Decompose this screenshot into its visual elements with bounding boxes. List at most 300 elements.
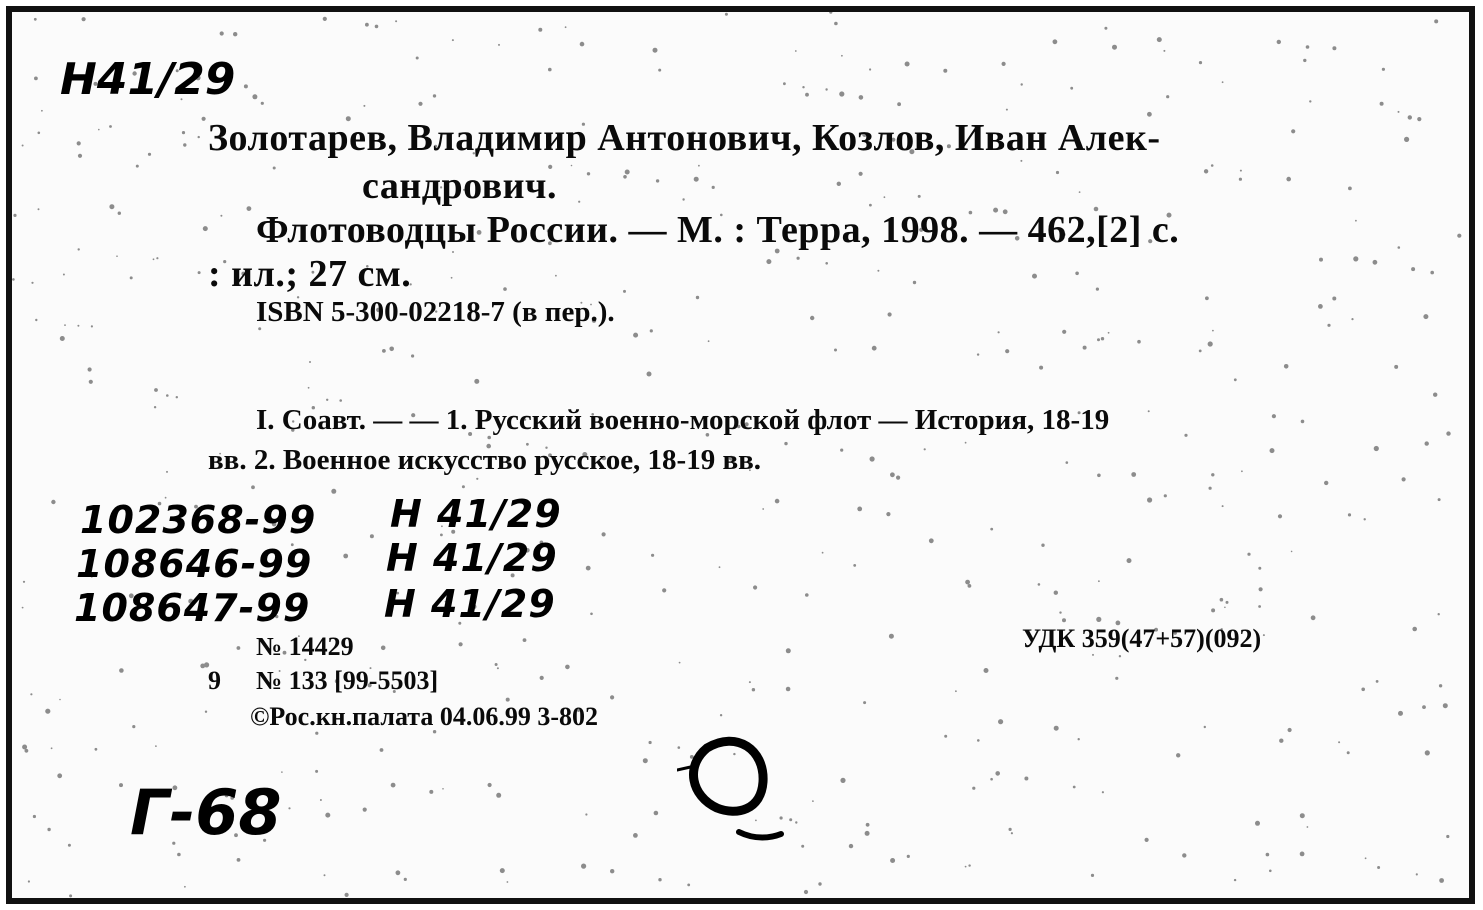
speckle-dot [281,771,283,773]
speckle-dot [363,808,367,812]
speckle-dot [1092,654,1094,656]
speckle-dot [658,878,661,881]
speckle-dot [1115,677,1118,680]
speckle-dot [506,698,510,702]
speckle-dot [590,613,593,616]
speckle-dot [1398,246,1401,249]
speckle-dot [1412,627,1417,632]
speckle-dot [749,681,751,683]
speckle-dot [68,844,71,847]
speckle-dot [725,13,728,16]
speckle-dot [1376,680,1379,683]
speckle-dot [1286,177,1291,182]
speckle-dot [1209,487,1212,490]
speckle-dot [452,39,454,41]
speckle-dot [12,278,15,281]
speckle-dot [1220,598,1224,602]
speckle-dot [565,665,570,670]
speckle-dot [1319,258,1323,262]
speckle-dot [538,28,542,32]
speckle-dot [1075,272,1079,276]
speckle-dot [1073,786,1076,789]
speckle-dot [1259,587,1263,591]
speckle-dot [789,818,792,821]
speckle-dot [476,478,478,480]
speckle-dot [35,319,37,321]
speckle-dot [1348,513,1351,516]
speckle-dot [1269,870,1272,873]
speckle-dot [1373,260,1378,265]
speckle-dot [365,23,369,27]
speckle-dot [1224,607,1226,609]
speckle-dot [418,102,422,106]
speckle-dot [972,787,975,790]
speckle-dot [495,663,498,666]
speckle-dot [89,380,93,384]
speckle-dot [1309,100,1311,102]
speckle-dot [82,17,86,21]
speckle-dot [1398,711,1403,716]
speckle-dot [825,88,827,90]
speckle-dot [1234,378,1237,381]
handwritten-shelfmark: H41/29 [60,54,236,105]
speckle-dot [488,783,492,787]
speckle-dot [1272,414,1276,418]
speckle-dot [784,442,787,445]
speckle-dot [662,588,666,592]
speckle-dot [918,195,921,198]
speckle-dot [1332,46,1336,50]
speckle-dot [38,132,41,135]
speckle-dot [1433,393,1437,397]
speckle-dot [523,638,527,642]
speckle-dot [585,813,587,815]
speckle-dot [1457,234,1461,238]
speckle-dot [119,668,124,673]
speckle-dot [872,346,877,351]
speckle-dot [326,399,328,401]
speckle-dot [154,388,158,392]
circle-mark [677,730,787,850]
speckle-dot [497,667,499,669]
speckle-dot [1425,441,1429,445]
speckle-dot [233,32,237,36]
speckle-dot [1011,832,1013,834]
speckle-dot [752,688,755,691]
speckle-dot [1222,505,1224,507]
speckle-dot [587,172,590,175]
inventory-shelfmark-2: H 41/29 [386,536,558,580]
speckle-dot [1127,558,1132,563]
speckle-dot [1222,81,1224,83]
speckle-dot [325,813,330,818]
speckle-dot [1102,791,1104,793]
speckle-dot [837,182,841,186]
speckle-dot [889,634,894,639]
speckle-dot [682,198,684,200]
speckle-dot [166,394,169,397]
speckle-dot [1157,37,1162,42]
speckle-dot [1439,878,1444,883]
speckle-dot [184,886,186,888]
speckle-dot [694,177,699,182]
speckle-dot [896,476,900,480]
speckle-dot [1005,349,1009,353]
speckle-dot [261,102,264,105]
speckle-dot [865,831,870,836]
speckle-dot [1258,567,1261,570]
speckle-dot [1338,741,1340,743]
speckle-dot [451,277,453,279]
record-number: № 14429 [256,632,354,661]
speckle-dot [656,179,659,182]
speckle-dot [698,165,700,167]
speckle-dot [1166,95,1169,98]
speckle-dot [324,874,326,876]
speckle-dot [913,281,916,284]
speckle-dot [968,864,970,866]
speckle-dot [647,372,652,377]
speckle-dot [1266,853,1270,857]
speckle-dot [1411,267,1415,271]
speckle-dot [805,593,809,597]
speckle-dot [586,566,591,571]
speckle-dot [965,580,970,585]
speckle-dot [22,145,24,147]
speckle-dot [797,257,800,260]
speckle-dot [955,690,957,692]
isbn-line: ISBN 5-300-02218-7 (в пер.). [256,296,615,328]
speckle-dot [869,204,872,207]
speckle-dot [63,274,65,276]
speckle-dot [1364,518,1366,520]
speckle-dot [64,324,66,326]
speckle-dot [30,693,32,695]
speckle-dot [968,584,972,588]
speckle-dot [1137,340,1141,344]
speckle-dot [869,68,871,70]
speckle-dot [1211,473,1214,476]
speckle-dot [1239,178,1242,181]
speckle-dot [805,93,809,97]
speckle-dot [998,331,1000,333]
speckle-dot [45,709,50,714]
speckle-dot [182,131,185,134]
speckle-dot [1241,470,1243,472]
speckle-dot [1053,39,1058,44]
speckle-dot [247,206,252,211]
speckle-dot [1108,332,1110,334]
speckle-dot [580,42,585,47]
speckle-dot [1070,87,1073,90]
speckle-dot [404,878,407,881]
speckle-dot [381,646,386,651]
speckle-dot [1258,605,1261,608]
speckle-dot [98,129,100,131]
speckle-dot [1104,27,1107,30]
speckle-dot [315,770,318,773]
subjects-line-2: вв. 2. Военное искусство русское, 18-19 вв. [208,444,762,476]
speckle-dot [1423,314,1428,319]
speckle-dot [1417,117,1421,121]
speckle-dot [1079,191,1081,193]
speckle-dot [965,442,967,444]
speckle-dot [888,312,892,316]
speckle-dot [91,325,93,327]
speckle-dot [877,270,879,272]
speckle-dot [22,745,27,750]
speckle-dot [1054,726,1059,731]
speckle-dot [653,48,658,53]
speckle-dot [25,749,29,753]
speckle-dot [977,739,980,742]
speckle-dot [391,783,396,788]
speckle-dot [498,44,500,46]
speckle-dot [1255,821,1260,826]
speckle-dot [1199,61,1202,64]
speckle-dot [38,208,40,210]
speckle-dot [166,471,168,473]
speckle-dot [77,325,79,327]
speckle-dot [1279,739,1283,743]
speckle-dot [1332,297,1336,301]
inventory-shelfmark-1: H 41/29 [390,492,562,536]
speckle-dot [343,554,348,559]
speckle-dot [315,732,318,735]
speckle-dot [795,821,797,823]
speckle-dot [370,534,374,538]
speckle-dot [1020,160,1022,162]
speckle-dot [870,456,875,461]
speckle-dot [13,214,16,217]
speckle-dot [1438,613,1440,615]
authors-line-2: сандрович. [362,165,557,207]
speckle-dot [610,869,614,873]
speckle-dot [69,894,72,897]
speckle-dot [795,50,797,52]
speckle-dot [623,175,627,179]
speckle-dot [1327,324,1330,327]
speckle-dot [907,855,910,858]
speckle-dot [1438,498,1441,501]
speckle-dot [818,882,821,885]
speckle-dot [1083,346,1087,350]
speckle-dot [462,485,465,488]
speckle-dot [977,353,979,355]
speckle-dot [944,735,947,738]
speckle-dot [78,248,80,250]
speckle-dot [251,485,255,489]
speckle-dot [783,82,786,85]
subjects-line-1: I. Соавт. — — 1. Русский военно-морской флот — История, 18-19 [256,404,1110,436]
speckle-dot [804,890,808,894]
speckle-dot [696,296,699,299]
speckle-dot [205,711,207,713]
speckle-dot [929,538,934,543]
speckle-dot [712,186,715,189]
speckle-dot [924,448,926,450]
speckle-dot [1091,874,1094,877]
speckle-dot [1247,553,1250,556]
speckle-dot [382,349,386,353]
inventory-number-1: 102368-99 [80,498,317,542]
speckle-dot [1300,813,1305,818]
speckle-dot [762,508,764,510]
speckle-dot [1212,330,1214,332]
speckle-dot [51,747,53,749]
speckle-dot [1430,271,1434,275]
speckle-dot [220,215,222,217]
speckle-dot [1374,446,1379,451]
speckle-dot [1416,873,1418,875]
speckle-dot [109,125,112,128]
speckle-dot [1284,364,1289,369]
speckle-dot [1291,551,1293,553]
speckle-dot [1311,615,1316,620]
speckle-dot [984,668,989,673]
speckle-dot [1024,777,1028,781]
speckle-dot [1263,634,1265,636]
speckle-dot [775,499,780,504]
speckle-dot [503,287,507,291]
speckle-dot [943,69,947,73]
speckle-dot [1062,618,1066,622]
speckle-dot [198,136,200,138]
speckle-dot [28,880,30,882]
speckle-dot [116,255,118,257]
speckle-dot [1422,705,1426,709]
speckle-dot [237,858,241,862]
speckle-dot [650,329,653,332]
speckle-dot [1097,474,1101,478]
speckle-dot [602,532,606,536]
speckle-dot [1380,102,1384,106]
speckle-dot [507,881,509,883]
speckle-dot [801,845,804,848]
speckle-dot [1163,50,1165,52]
speckle-dot [1021,83,1023,85]
speckle-dot [1288,728,1292,732]
speckle-dot [965,866,967,868]
speckle-dot [990,778,993,781]
speckle-dot [829,12,832,14]
speckle-dot [1112,45,1117,50]
speckle-dot [708,340,710,342]
speckle-dot [109,204,114,209]
speckle-dot [1041,544,1044,547]
title-line-2: : ил.; 27 см. [208,253,412,295]
speckle-dot [1032,274,1037,279]
speckle-dot [1056,171,1059,174]
speckle-dot [786,648,791,653]
speckle-dot [859,95,864,100]
speckle-dot [363,105,365,107]
speckle-dot [496,793,501,798]
speckle-dot [23,581,25,583]
speckle-dot [766,259,771,264]
speckle-dot [651,554,654,557]
speckle-dot [1307,826,1309,828]
speckle-dot [433,94,436,97]
speckle-dot [1054,591,1058,595]
speckle-dot [34,77,38,81]
speckle-dot [840,778,845,783]
speckle-dot [1184,434,1187,437]
speckle-dot [1398,111,1400,113]
speckle-dot [633,833,638,838]
speckle-dot [416,57,419,60]
speckle-dot [786,687,791,692]
speckle-dot [1446,835,1449,838]
speckle-dot [834,22,838,26]
speckle-dot [176,396,178,398]
speckle-dot [31,282,33,284]
speckle-dot [273,167,276,170]
speckle-dot [220,31,224,35]
speckle-dot [1038,583,1041,586]
speckle-dot [309,361,311,363]
speckle-dot [320,799,322,801]
speckle-dot [1204,726,1206,728]
speckle-dot [890,472,895,477]
speckle-dot [1425,750,1430,755]
speckle-dot [548,68,552,72]
speckle-dot [1226,601,1229,604]
speckle-dot [884,196,886,198]
speckle-dot [459,642,463,646]
speckle-dot [565,26,567,28]
inventory-shelfmark-3: H 41/29 [384,582,556,626]
speckle-dot [1164,494,1167,497]
speckle-dot [1377,866,1380,869]
speckle-dot [375,25,379,29]
speckle-dot [840,449,843,452]
speckle-dot [78,154,82,158]
speckle-dot [719,566,721,568]
speckle-dot [22,607,24,609]
speckle-dot [474,379,479,384]
speckle-dot [1434,19,1438,23]
speckle-dot [244,84,248,88]
speckle-dot [841,55,843,57]
speckle-dot [252,94,257,99]
speckle-dot [1303,59,1306,62]
speckle-dot [177,853,181,857]
speckle-dot [1348,187,1352,191]
speckle-dot [859,172,863,176]
speckle-dot [148,153,151,156]
speckle-dot [720,714,722,716]
speckle-dot [802,86,804,88]
speckle-dot [60,336,65,341]
speckle-dot [995,771,1000,776]
speckle-dot [1443,703,1448,708]
speckle-dot [1278,514,1282,518]
speckle-dot [1059,611,1061,613]
speckle-dot [679,662,681,664]
speckle-dot [395,20,397,22]
speckle-dot [331,489,336,494]
speckle-dot [839,91,844,96]
speckle-dot [812,800,814,802]
speckle-dot [183,143,186,146]
speckle-dot [1096,288,1099,291]
speckle-dot [1039,366,1043,370]
speckle-dot [51,500,55,504]
speckle-dot [1066,461,1069,464]
speckle-dot [643,758,648,763]
speckle-dot [633,333,638,338]
